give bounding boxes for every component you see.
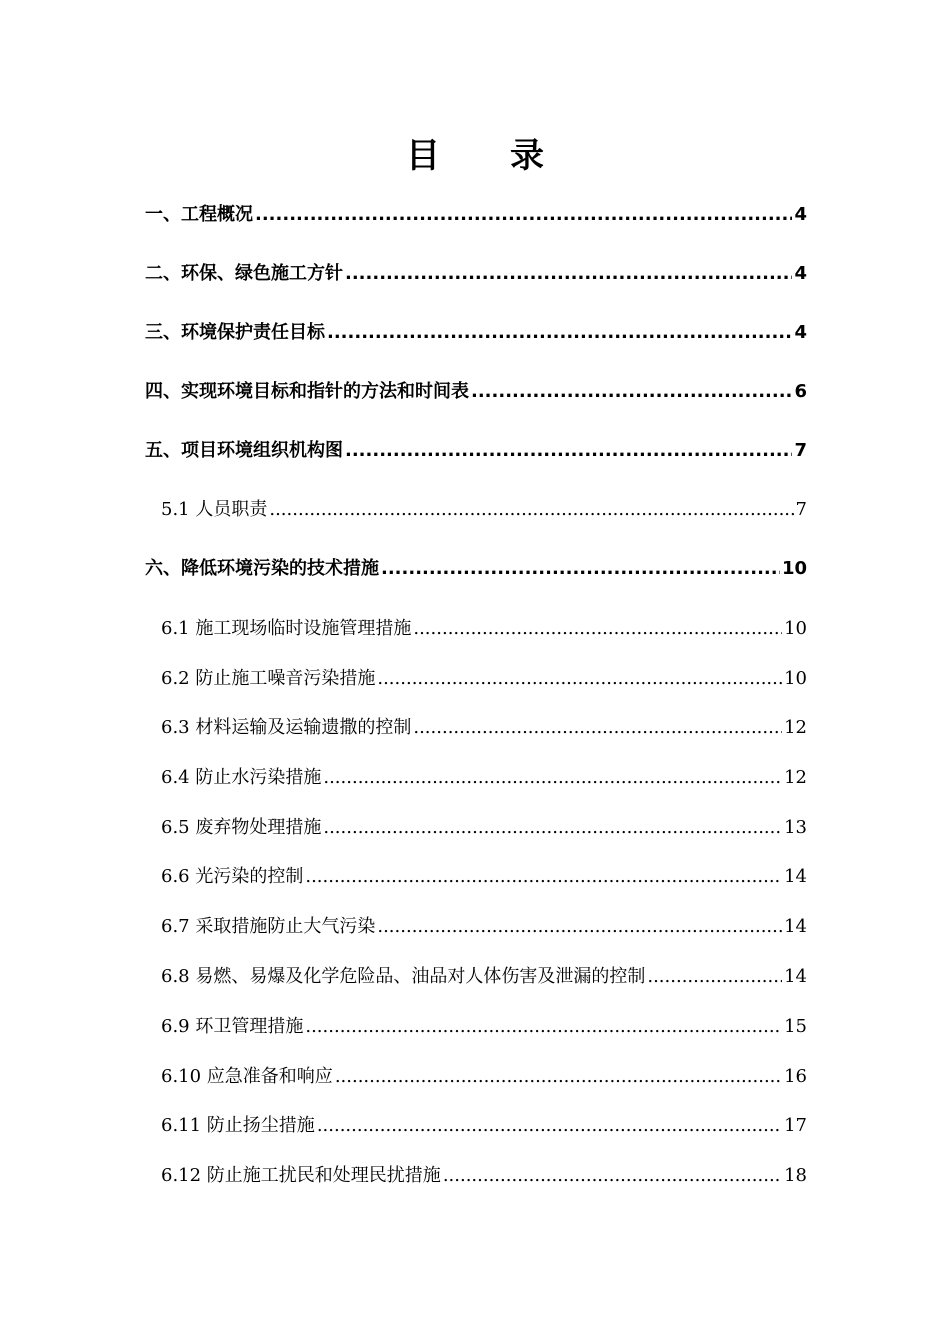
toc-entry-label: 6.2 防止施工噪音污染措施 bbox=[161, 668, 376, 689]
toc-entry[interactable] bbox=[161, 1012, 807, 1038]
toc-entry-page: 10 bbox=[784, 668, 807, 689]
toc-entry-label: 6.10 应急准备和响应 bbox=[161, 1066, 333, 1087]
toc-entry-label: 6.6 光污染的控制 bbox=[161, 866, 304, 887]
toc-entry[interactable] bbox=[161, 1161, 807, 1187]
toc-entry-page: 4 bbox=[794, 322, 807, 343]
toc-entry-page: 16 bbox=[784, 1066, 807, 1087]
toc-entry[interactable] bbox=[145, 377, 807, 403]
toc-entry-label: 6.11 防止扬尘措施 bbox=[161, 1115, 315, 1136]
toc-entry-label: 五、项目环境组织机构图 bbox=[145, 440, 343, 461]
toc-entry-label: 六、降低环境污染的技术措施 bbox=[145, 558, 379, 579]
toc-leader bbox=[335, 1066, 782, 1087]
toc-entry[interactable] bbox=[161, 614, 807, 640]
toc-leader bbox=[345, 440, 792, 461]
toc-entry-label: 6.3 材料运输及运输遗撒的控制 bbox=[161, 717, 412, 738]
toc-leader bbox=[471, 381, 792, 402]
toc-entry-label: 6.12 防止施工扰民和处理民扰措施 bbox=[161, 1165, 441, 1186]
toc-entry-page: 14 bbox=[784, 966, 807, 987]
toc-entry[interactable] bbox=[145, 200, 807, 226]
toc-entry-page: 4 bbox=[794, 263, 807, 284]
toc-leader bbox=[345, 263, 792, 284]
toc-leader bbox=[255, 204, 792, 225]
toc-entry-label: 6.5 废弃物处理措施 bbox=[161, 817, 322, 838]
toc-entry[interactable] bbox=[161, 713, 807, 739]
toc-leader bbox=[377, 916, 782, 937]
toc-entry-label: 6.8 易燃、易爆及化学危险品、油品对人体伤害及泄漏的控制 bbox=[161, 966, 646, 987]
toc-entry-page: 7 bbox=[794, 440, 807, 461]
toc-entry[interactable] bbox=[145, 318, 807, 344]
toc-entry-page: 18 bbox=[784, 1165, 807, 1186]
toc-entry[interactable] bbox=[161, 962, 807, 988]
toc-entry[interactable] bbox=[161, 813, 807, 839]
toc-entry-page: 12 bbox=[784, 767, 807, 788]
toc-entry[interactable] bbox=[145, 259, 807, 285]
toc-entry-page: 14 bbox=[784, 916, 807, 937]
toc-leader bbox=[323, 767, 782, 788]
toc-entry-label: 一、工程概况 bbox=[145, 204, 253, 225]
toc-entry[interactable] bbox=[161, 495, 807, 521]
toc-entry[interactable] bbox=[161, 763, 807, 789]
toc-entry-label: 三、环境保护责任目标 bbox=[145, 322, 325, 343]
toc-entry[interactable] bbox=[145, 554, 807, 580]
toc-entry-page: 17 bbox=[784, 1115, 807, 1136]
toc-entry[interactable] bbox=[161, 912, 807, 938]
toc-leader bbox=[323, 817, 782, 838]
toc-leader bbox=[381, 558, 780, 579]
toc-entry-page: 10 bbox=[784, 618, 807, 639]
toc-entry-page: 10 bbox=[781, 558, 807, 579]
toc-entry-page: 7 bbox=[795, 499, 807, 520]
toc-entry-page: 12 bbox=[784, 717, 807, 738]
toc-entry-page: 15 bbox=[784, 1016, 807, 1037]
toc-leader bbox=[305, 866, 782, 887]
toc-entry-label: 6.1 施工现场临时设施管理措施 bbox=[161, 618, 412, 639]
toc-leader bbox=[413, 618, 782, 639]
toc-entry-page: 4 bbox=[794, 204, 807, 225]
toc-leader bbox=[443, 1165, 782, 1186]
toc-entry-label: 二、环保、绿色施工方针 bbox=[145, 263, 343, 284]
toc-leader bbox=[305, 1016, 782, 1037]
toc-entry[interactable] bbox=[161, 664, 807, 690]
page-title: 目录 bbox=[406, 136, 614, 176]
toc-leader bbox=[647, 966, 782, 987]
toc-entry[interactable] bbox=[161, 1111, 807, 1137]
toc-entry-label: 6.4 防止水污染措施 bbox=[161, 767, 322, 788]
toc-entry-page: 14 bbox=[784, 866, 807, 887]
toc-entry[interactable] bbox=[145, 436, 807, 462]
toc-leader bbox=[413, 717, 782, 738]
toc-leader bbox=[269, 499, 793, 520]
toc-leader bbox=[327, 322, 792, 343]
toc-entry-label: 5.1 人员职责 bbox=[161, 499, 268, 520]
toc-entry-label: 四、实现环境目标和指针的方法和时间表 bbox=[145, 381, 469, 402]
toc-entry-page: 6 bbox=[794, 381, 807, 402]
toc-entry[interactable] bbox=[161, 1062, 807, 1088]
toc-entry-page: 13 bbox=[784, 817, 807, 838]
toc-leader bbox=[317, 1115, 782, 1136]
toc-leader bbox=[377, 668, 782, 689]
toc-entry-label: 6.7 采取措施防止大气污染 bbox=[161, 916, 376, 937]
toc-entry-label: 6.9 环卫管理措施 bbox=[161, 1016, 304, 1037]
toc-entry[interactable] bbox=[161, 862, 807, 888]
